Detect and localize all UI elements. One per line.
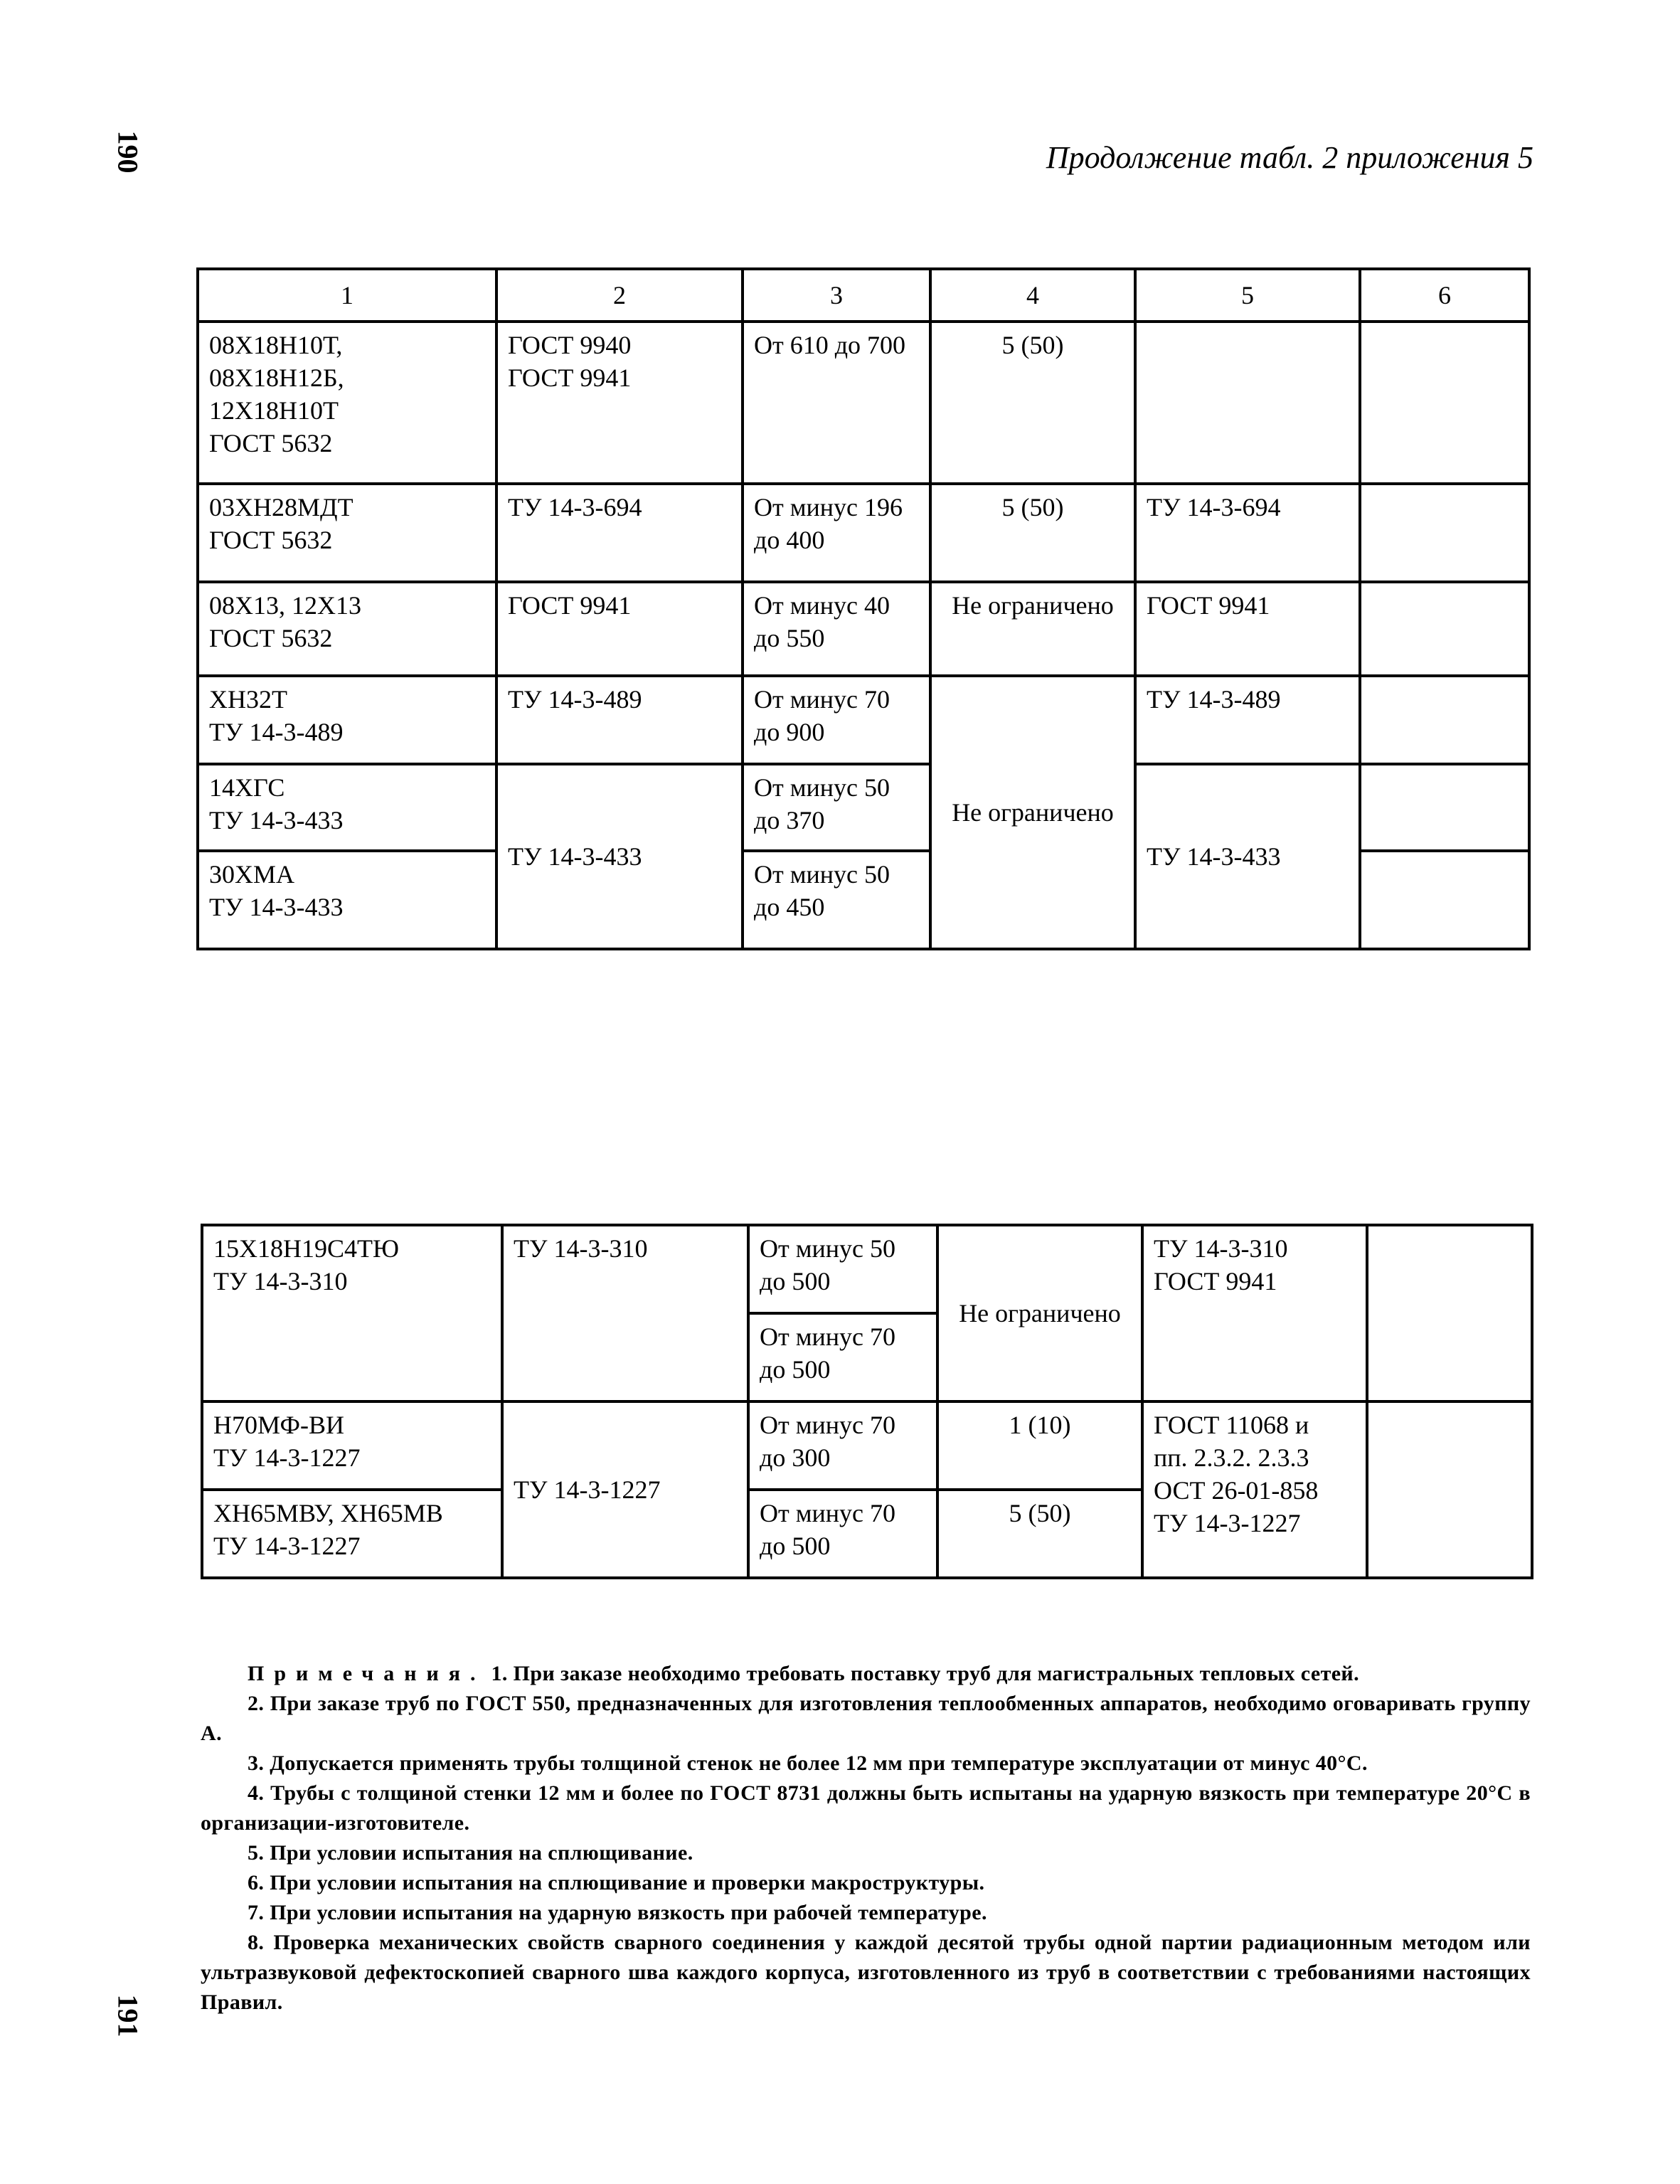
table-row	[198, 676, 1529, 764]
table-row	[198, 322, 1529, 484]
standard-cell: ГОСТ 9940 ГОСТ 9941	[496, 322, 743, 484]
pressure-cell: 5 (50)	[930, 322, 1135, 484]
table-row	[198, 484, 1529, 582]
temperature-cell: От минус 50 до 370	[743, 764, 930, 851]
column-header: 3	[743, 269, 930, 322]
test-standard-cell	[1135, 322, 1360, 484]
temperature-cell: От 610 до 700	[743, 322, 930, 484]
table-caption: Продолжение табл. 2 приложения 5	[1046, 140, 1533, 175]
table-row	[202, 1225, 1532, 1313]
table-row	[198, 764, 1529, 851]
notes-heading: Примечания.	[248, 1662, 486, 1685]
notes-cell	[1367, 1225, 1532, 1401]
temperature-cell: От минус 70 до 900	[743, 676, 930, 764]
steel-grade-cell: Н70МФ-ВИ ТУ 14-3-1227	[202, 1401, 502, 1490]
standard-cell: ТУ 14-3-694	[496, 484, 743, 582]
notes-cell	[1360, 764, 1529, 851]
steel-grade-cell: 03ХН28МДТ ГОСТ 5632	[198, 484, 496, 582]
note-item: 3. Допускается применять трубы толщиной стенок не более 12 мм при температуре эксплуатации от минус 40°С.	[248, 1751, 1368, 1775]
notes-cell	[1360, 851, 1529, 949]
column-header: 1	[198, 269, 496, 322]
column-header: 4	[930, 269, 1135, 322]
test-standard-cell: ТУ 14-3-433	[1135, 764, 1360, 949]
steel-grade-cell: 14ХГС ТУ 14-3-433	[198, 764, 496, 851]
notes-cell	[1367, 1401, 1532, 1578]
column-header: 2	[496, 269, 743, 322]
column-header: 6	[1360, 269, 1529, 322]
note-item: 6. При условии испытания на сплющивание и проверки макроструктуры.	[248, 1871, 985, 1894]
page-number-top: 190	[112, 130, 144, 174]
test-standard-cell: ТУ 14-3-310 ГОСТ 9941	[1142, 1225, 1367, 1401]
steel-grade-cell: ХН32Т ТУ 14-3-489	[198, 676, 496, 764]
steel-grade-cell: 30ХМА ТУ 14-3-433	[198, 851, 496, 949]
note-item	[201, 1659, 1531, 1689]
table-row	[198, 582, 1529, 676]
note-item: 5. При условии испытания на сплющивание.	[248, 1841, 693, 1865]
standard-cell: ТУ 14-3-310	[502, 1225, 748, 1401]
temperature-cell: От минус 40 до 550	[743, 582, 930, 676]
steel-grade-cell: ХН65МВУ, ХН65МВ ТУ 14-3-1227	[202, 1490, 502, 1578]
standard-cell: ГОСТ 9941	[496, 582, 743, 676]
temperature-cell: От минус 70 до 500	[748, 1313, 937, 1401]
temperature-cell: От минус 70 до 300	[748, 1401, 937, 1490]
test-standard-cell: ТУ 14-3-489	[1135, 676, 1360, 764]
materials-table-part-two	[201, 1224, 1533, 1579]
note-item: 4. Трубы с толщиной стенки 12 мм и более по ГОСТ 8731 должны быть испытаны на ударную вязкость при температуре 20°С в организации-изготовителе.	[201, 1781, 1531, 1835]
pressure-cell: 1 (10)	[937, 1401, 1142, 1490]
temperature-cell: От минус 50 до 450	[743, 851, 930, 949]
note-text: 1. При заказе необходимо требовать поставку труб для магистральных тепловых сетей.	[491, 1662, 1360, 1685]
table-header-row	[198, 269, 1529, 322]
notes-cell	[1360, 322, 1529, 484]
pressure-cell: Не ограничено	[930, 676, 1135, 949]
standard-cell: ТУ 14-3-1227	[502, 1401, 748, 1578]
test-standard-cell: ТУ 14-3-694	[1135, 484, 1360, 582]
steel-grade-cell: 15Х18Н19С4ТЮ ТУ 14-3-310	[202, 1225, 502, 1401]
note-item: 8. Проверка механических свойств сварного соединения у каждой десятой трубы одной партии радиационным методом или ультразвуковой дефектоскопией сварного шва каждого корпуса, изготовленного из труб в соответствии с требованиями настоящих Правил.	[201, 1931, 1531, 2014]
test-standard-cell: ГОСТ 9941	[1135, 582, 1360, 676]
notes-cell	[1360, 582, 1529, 676]
table-notes	[201, 1659, 1531, 2018]
pressure-cell: Не ограничено	[930, 582, 1135, 676]
temperature-cell: От минус 50 до 500	[748, 1225, 937, 1313]
pressure-cell: Не ограничено	[937, 1225, 1142, 1401]
pressure-cell: 5 (50)	[930, 484, 1135, 582]
materials-table-continued	[196, 267, 1531, 950]
standard-cell: ТУ 14-3-489	[496, 676, 743, 764]
temperature-cell: От минус 70 до 500	[748, 1490, 937, 1578]
column-header: 5	[1135, 269, 1360, 322]
table-row	[202, 1401, 1532, 1490]
notes-cell	[1360, 676, 1529, 764]
steel-grade-cell: 08Х18Н10Т, 08Х18Н12Б, 12Х18Н10Т ГОСТ 5632	[198, 322, 496, 484]
notes-cell	[1360, 484, 1529, 582]
temperature-cell: От минус 196 до 400	[743, 484, 930, 582]
note-item: 7. При условии испытания на ударную вязкость при рабочей температуре.	[248, 1901, 987, 1924]
standard-cell: ТУ 14-3-433	[496, 764, 743, 949]
test-standard-cell: ГОСТ 11068 и пп. 2.3.2. 2.3.3 ОСТ 26-01-858 ТУ 14-3-1227	[1142, 1401, 1367, 1578]
pressure-cell: 5 (50)	[937, 1490, 1142, 1578]
page-number-bottom: 191	[112, 1994, 144, 2037]
note-item: 2. При заказе труб по ГОСТ 550, предназначенных для изготовления теплообменных аппаратов, необходимо оговаривать группу А.	[201, 1692, 1531, 1745]
steel-grade-cell: 08Х13, 12Х13 ГОСТ 5632	[198, 582, 496, 676]
